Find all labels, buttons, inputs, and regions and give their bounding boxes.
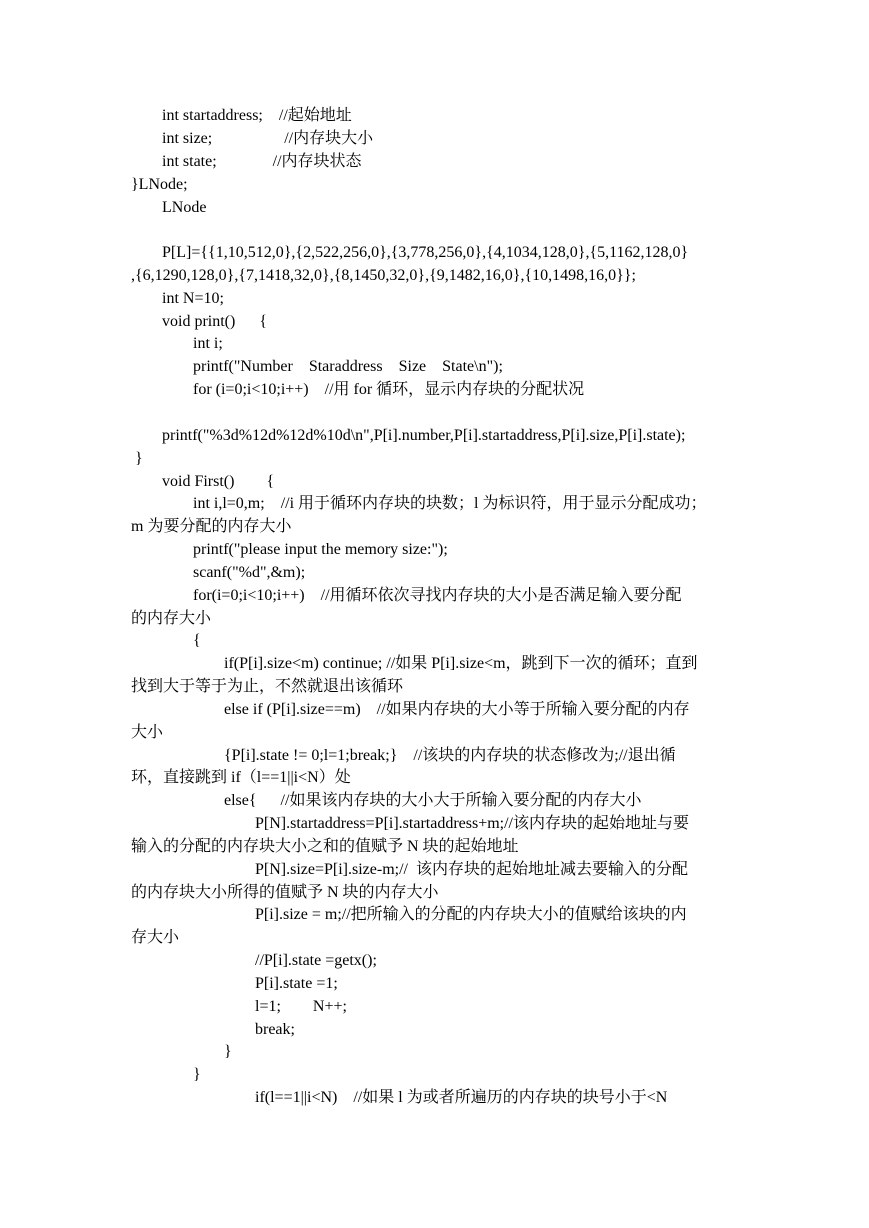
code-line-17: m 为要分配的内存大小 <box>131 518 292 535</box>
code-line-24: 找到大于等于为止，不然就退出该循环 <box>131 678 404 695</box>
code-line-7: ,{6,1290,128,0},{7,1418,32,0},{8,1450,32,0},{9,1482,16,0},{10,1498,16,0}}; <box>131 267 636 284</box>
code-line-9: void print() { <box>162 313 267 330</box>
code-line-19: scanf("%d",&m); <box>193 564 306 581</box>
code-line-30: P[N].startaddress=P[i].startaddress+m;//该内存块的起始地址与要 <box>255 815 690 832</box>
code-line-14: } <box>135 450 143 467</box>
code-line-32: P[N].size=P[i].size-m;// 该内存块的起始地址减去要输入的分配 <box>255 861 688 878</box>
code-line-12: for (i=0;i<10;i++) //用 for 循环，显示内存块的分配状况 <box>193 381 585 398</box>
code-line-2: int size; //内存块大小 <box>162 130 374 147</box>
code-line-37: P[i].state =1; <box>255 975 338 992</box>
code-line-18: printf("please input the memory size:"); <box>193 541 448 558</box>
code-line-4: }LNode; <box>131 176 188 193</box>
code-line-26: 大小 <box>131 724 164 741</box>
code-line-5: LNode <box>162 199 207 216</box>
code-line-15: void First() { <box>162 473 275 490</box>
code-line-38: l=1; N++; <box>255 998 347 1015</box>
code-line-27: {P[i].state != 0;l=1;break;} //该块的内存块的状态修改为;//退出循 <box>224 747 676 764</box>
code-line-16: int i,l=0,m; //i 用于循环内存块的块数；l 为标识符，用于显示分配成功； <box>193 495 707 512</box>
code-line-3: int state; //内存块状态 <box>162 153 362 170</box>
code-line-23: if(P[i].size<m) continue; //如果 P[i].size<m，跳到下一次的循环；直到 <box>224 655 698 672</box>
code-line-31: 输入的分配的内存块大小之和的值赋予 N 块的起始地址 <box>131 838 519 855</box>
code-line-21: 的内存大小 <box>131 610 212 627</box>
code-line-29: else{ //如果该内存块的大小大于所输入要分配的内存大小 <box>224 792 642 809</box>
code-line-20: for(i=0;i<10;i++) //用循环依次寻找内存块的大小是否满足输入要分配 <box>193 587 682 604</box>
code-line-22: { <box>193 632 201 649</box>
code-line-39: break; <box>255 1021 295 1038</box>
code-line-40: } <box>224 1043 232 1060</box>
code-line-36: //P[i].state =getx(); <box>255 952 377 969</box>
code-line-13: printf("%3d%12d%12d%10d\n",P[i].number,P[i].startaddress,P[i].size,P[i].state); <box>162 427 686 444</box>
code-line-33: 的内存块大小所得的值赋予 N 块的内存大小 <box>131 884 439 901</box>
code-line-25: else if (P[i].size==m) //如果内存块的大小等于所输入要分配的内存 <box>224 701 690 718</box>
code-line-41: } <box>193 1066 201 1083</box>
code-line-8: int N=10; <box>162 290 224 307</box>
code-line-10: int i; <box>193 335 223 352</box>
code-line-11: printf("Number Staraddress Size State\n"); <box>193 358 503 375</box>
code-line-42: if(l==1||i<N) //如果 l 为或者所遍历的内存块的块号小于<N <box>255 1089 668 1106</box>
code-line-34: P[i].size = m;//把所输入的分配的内存块大小的值赋给该块的内 <box>255 906 687 923</box>
code-line-28: 环，直接跳到 if（l==1||i<N）处 <box>131 769 351 786</box>
code-line-35: 存大小 <box>131 929 180 946</box>
code-line-1: int startaddress; //起始地址 <box>162 107 352 124</box>
code-line-6: P[L]={{1,10,512,0},{2,522,256,0},{3,778,256,0},{4,1034,128,0},{5,1162,128,0} <box>162 244 689 261</box>
